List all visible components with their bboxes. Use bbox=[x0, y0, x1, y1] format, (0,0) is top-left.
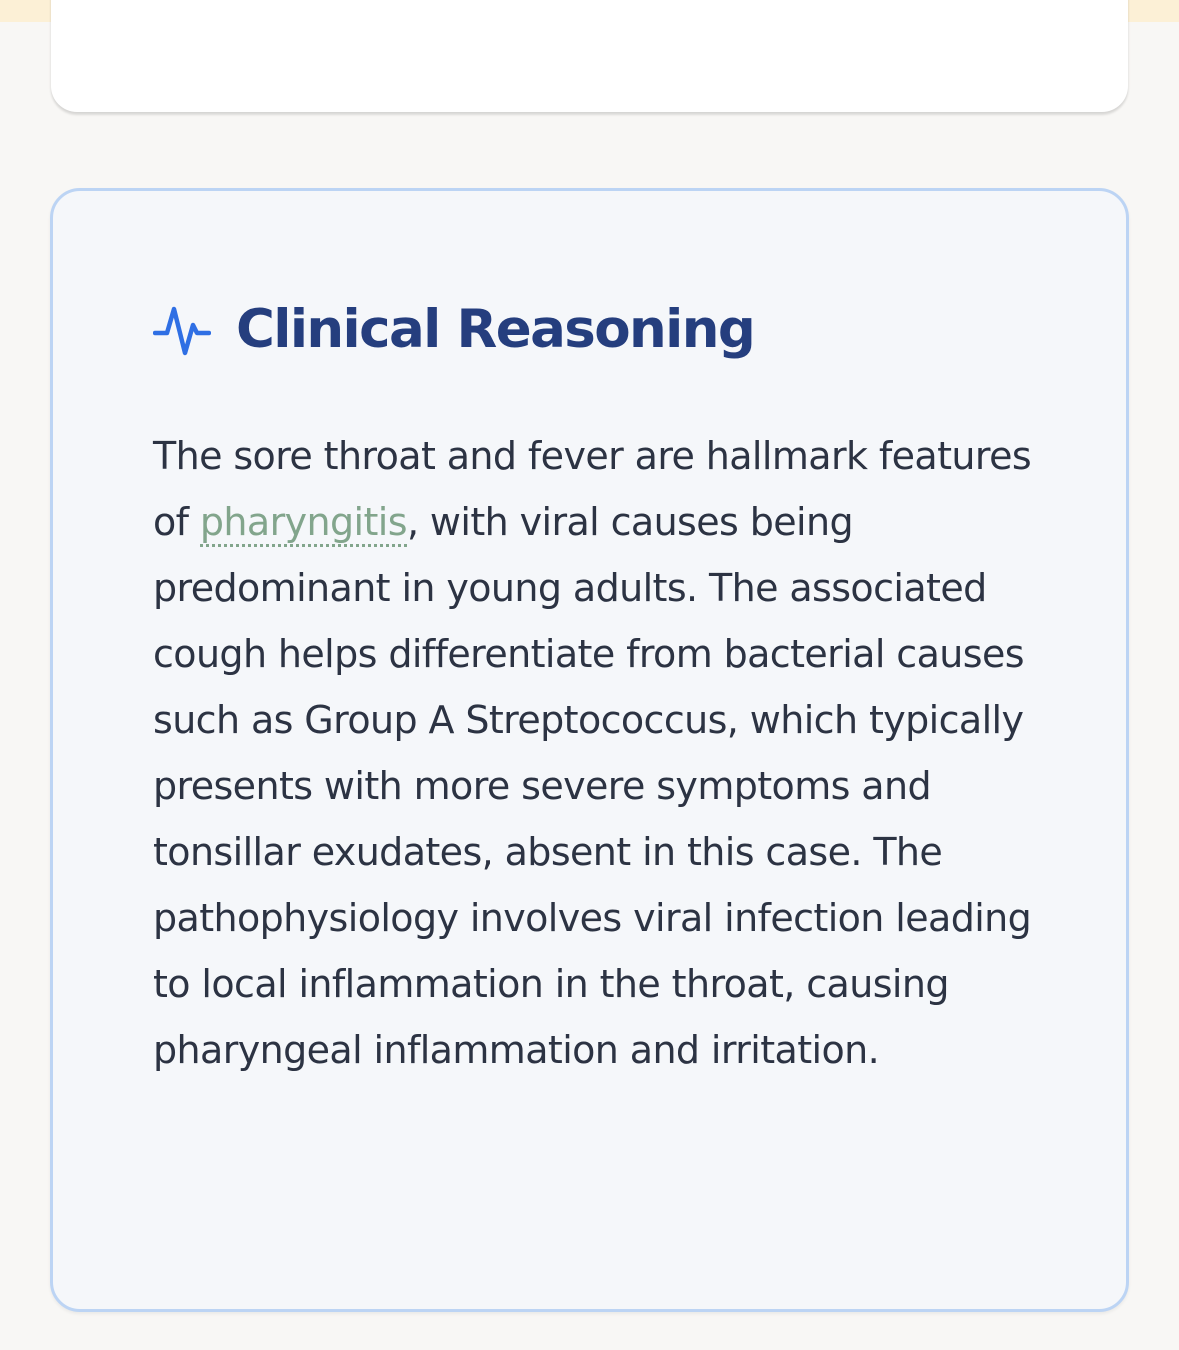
reasoning-text-intro: The sore throat and fever are hallmark features of bbox=[153, 434, 1032, 544]
card-header bbox=[153, 299, 754, 360]
previous-card bbox=[51, 0, 1128, 112]
reasoning-text bbox=[153, 423, 1053, 1083]
activity-pulse-icon bbox=[153, 301, 211, 359]
clinical-reasoning-card bbox=[50, 188, 1129, 1312]
card-title: Clinical Reasoning bbox=[236, 299, 755, 360]
reasoning-text-rest: , with viral causes being predominant in young adults. The associated cough helps differentiate from bacterial causes such as Group A Streptococcus, which typically presents with more severe symptoms and tonsillar exudates, absent in this case. The pathophysiology involves viral infection leading to local inflammation in the throat, causing pharyngeal inflammation and irritation. bbox=[153, 500, 1032, 1072]
term-link-pharyngitis[interactable]: pharyngitis bbox=[200, 500, 407, 547]
